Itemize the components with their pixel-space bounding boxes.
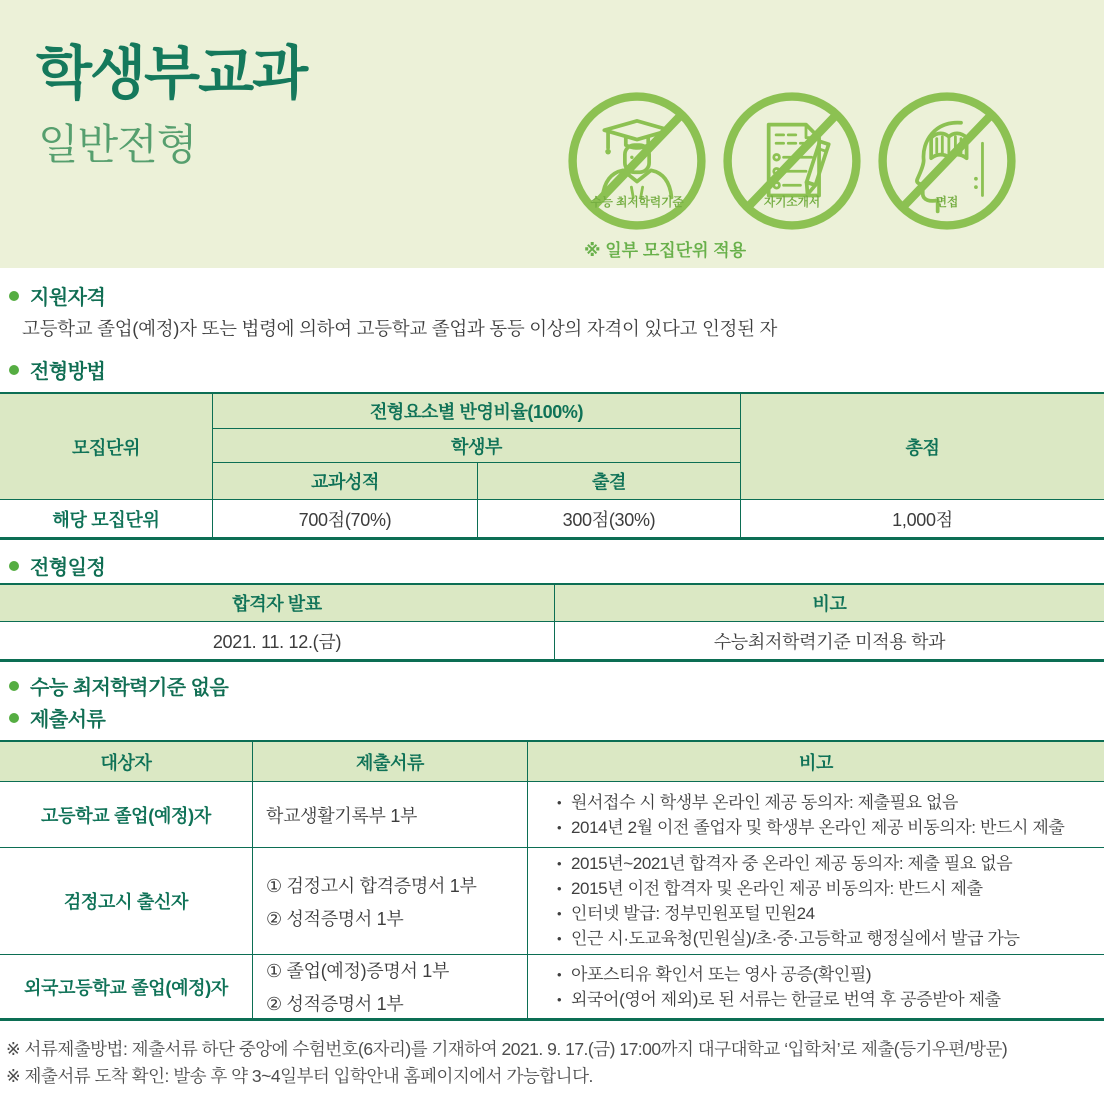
documents-row-notes xyxy=(528,782,1104,847)
doc-line: ② 성적증명서 1부 xyxy=(266,908,404,929)
badge-label: 면접 xyxy=(935,195,959,209)
documents-col-target: 대상자 xyxy=(0,742,253,782)
documents-row-docs xyxy=(253,847,528,954)
method-col-subject-score: 교과성적 xyxy=(213,463,478,499)
schedule-col-announcement: 합격자 발표 xyxy=(0,585,555,622)
doc-line: ① 검정고시 합격증명서 1부 xyxy=(266,875,477,896)
method-table xyxy=(0,392,1104,540)
header-band xyxy=(0,0,1104,268)
no-csat-minimum-badge xyxy=(567,91,707,231)
partial-unit-notice: ※ 일부 모집단위 적용 xyxy=(584,241,747,260)
qualification-body: 고등학교 졸업(예정)자 또는 법령에 의하여 고등학교 졸업과 동등 이상의 자격이 있다고 인정된 자 xyxy=(22,318,778,339)
documents-col-docs: 제출서류 xyxy=(253,742,528,782)
no-csat-minimum-icon xyxy=(567,91,707,231)
section-title: 수능 최저학력기준 없음 xyxy=(30,677,229,699)
badge-label: 수능 최저학력기준 xyxy=(590,195,684,209)
section-title: 지원자격 xyxy=(30,287,106,309)
documents-row-docs xyxy=(253,954,528,1018)
schedule-table xyxy=(0,583,1104,662)
method-col-ratio: 전형요소별 반영비율(100%) xyxy=(213,394,741,429)
note-item: • 2015년~2021년 합격자 중 온라인 제공 동의자: 제출 필요 없음 xyxy=(557,851,1019,876)
section-heading-schedule xyxy=(9,551,105,580)
no-interview-badge xyxy=(877,91,1017,231)
documents-table xyxy=(0,740,1104,1021)
method-cell-total: 1,000점 xyxy=(741,499,1104,537)
method-cell-unit: 해당 모집단위 xyxy=(0,499,213,537)
documents-col-note: 비고 xyxy=(528,742,1104,782)
note-item: • 아포스티유 확인서 또는 영사 공증(확인필) xyxy=(557,962,1001,987)
footnote-submission-method: ※ 서류제출방법: 제출서류 하단 중앙에 수험번호(6자리)를 기재하여 2021. 9. 17.(금) 17:00까지 대구대학교 ‘입학처’로 제출(등기우편/방문) xyxy=(6,1039,1008,1059)
schedule-col-note: 비고 xyxy=(555,585,1104,622)
schedule-cell-date: 2021. 11. 12.(금) xyxy=(0,622,555,659)
section-title: 전형방법 xyxy=(30,361,106,383)
method-col-total: 총점 xyxy=(741,394,1104,499)
notes-list xyxy=(541,790,1064,840)
note-item: • 인터넷 발급: 정부민원포털 민원24 xyxy=(557,901,1019,926)
documents-row-notes xyxy=(528,954,1104,1018)
note-item: • 원서접수 시 학생부 온라인 제공 동의자: 제출필요 없음 xyxy=(557,790,1064,815)
section-title: 제출서류 xyxy=(30,709,106,731)
footnote-arrival-check: ※ 제출서류 도착 확인: 발송 후 약 3~4일부터 입학안내 홈페이지에서 가능합니다. xyxy=(6,1066,593,1086)
no-self-introduction-badge xyxy=(722,91,862,231)
note-item: • 인근 시·도교육청(민원실)/초·중·고등학교 행정실에서 발급 가능 xyxy=(557,926,1019,951)
bullet-icon xyxy=(9,713,19,723)
schedule-cell-note: 수능최저학력기준 미적용 학과 xyxy=(555,622,1104,659)
no-interview-icon xyxy=(877,91,1017,231)
documents-row-target: 고등학교 졸업(예정)자 xyxy=(0,782,253,847)
section-heading-method xyxy=(9,355,105,384)
bullet-icon xyxy=(9,681,19,691)
method-col-record: 학생부 xyxy=(213,429,741,463)
no-self-introduction-icon xyxy=(722,91,862,231)
badge-label: 자기소개서 xyxy=(763,195,821,209)
documents-row-target: 검정고시 출신자 xyxy=(0,847,253,954)
bullet-icon xyxy=(9,291,19,301)
doc-line: ② 성적증명서 1부 xyxy=(266,994,404,1014)
method-col-attendance: 출결 xyxy=(478,463,741,499)
notes-list xyxy=(541,962,1001,1012)
documents-row-docs xyxy=(253,782,528,847)
badge-group xyxy=(567,91,1017,231)
doc-line: ① 졸업(예정)증명서 1부 xyxy=(266,961,450,981)
notes-list xyxy=(541,851,1019,951)
section-heading-no-minimum xyxy=(9,671,228,700)
section-heading-documents xyxy=(9,703,105,732)
bullet-icon xyxy=(9,561,19,571)
documents-row-target: 외국고등학교 졸업(예정)자 xyxy=(0,954,253,1018)
page-subtitle: 일반전형 xyxy=(38,121,197,168)
documents-row-notes xyxy=(528,847,1104,954)
method-col-unit: 모집단위 xyxy=(0,394,213,499)
section-title: 전형일정 xyxy=(30,557,106,579)
section-heading-qualification xyxy=(9,281,105,310)
method-cell-score1: 700점(70%) xyxy=(213,499,478,537)
page-title: 학생부교과 xyxy=(36,41,307,106)
note-item: • 2014년 2월 이전 졸업자 및 학생부 온라인 제공 비동의자: 반드시 제출 xyxy=(557,815,1064,840)
note-item: • 외국어(영어 제외)로 된 서류는 한글로 번역 후 공증받아 제출 xyxy=(557,987,1001,1012)
doc-line: 학교생활기록부 1부 xyxy=(266,805,418,826)
method-cell-score2: 300점(30%) xyxy=(478,499,741,537)
bullet-icon xyxy=(9,365,19,375)
note-item: • 2015년 이전 합격자 및 온라인 제공 비동의자: 반드시 제출 xyxy=(557,876,1019,901)
